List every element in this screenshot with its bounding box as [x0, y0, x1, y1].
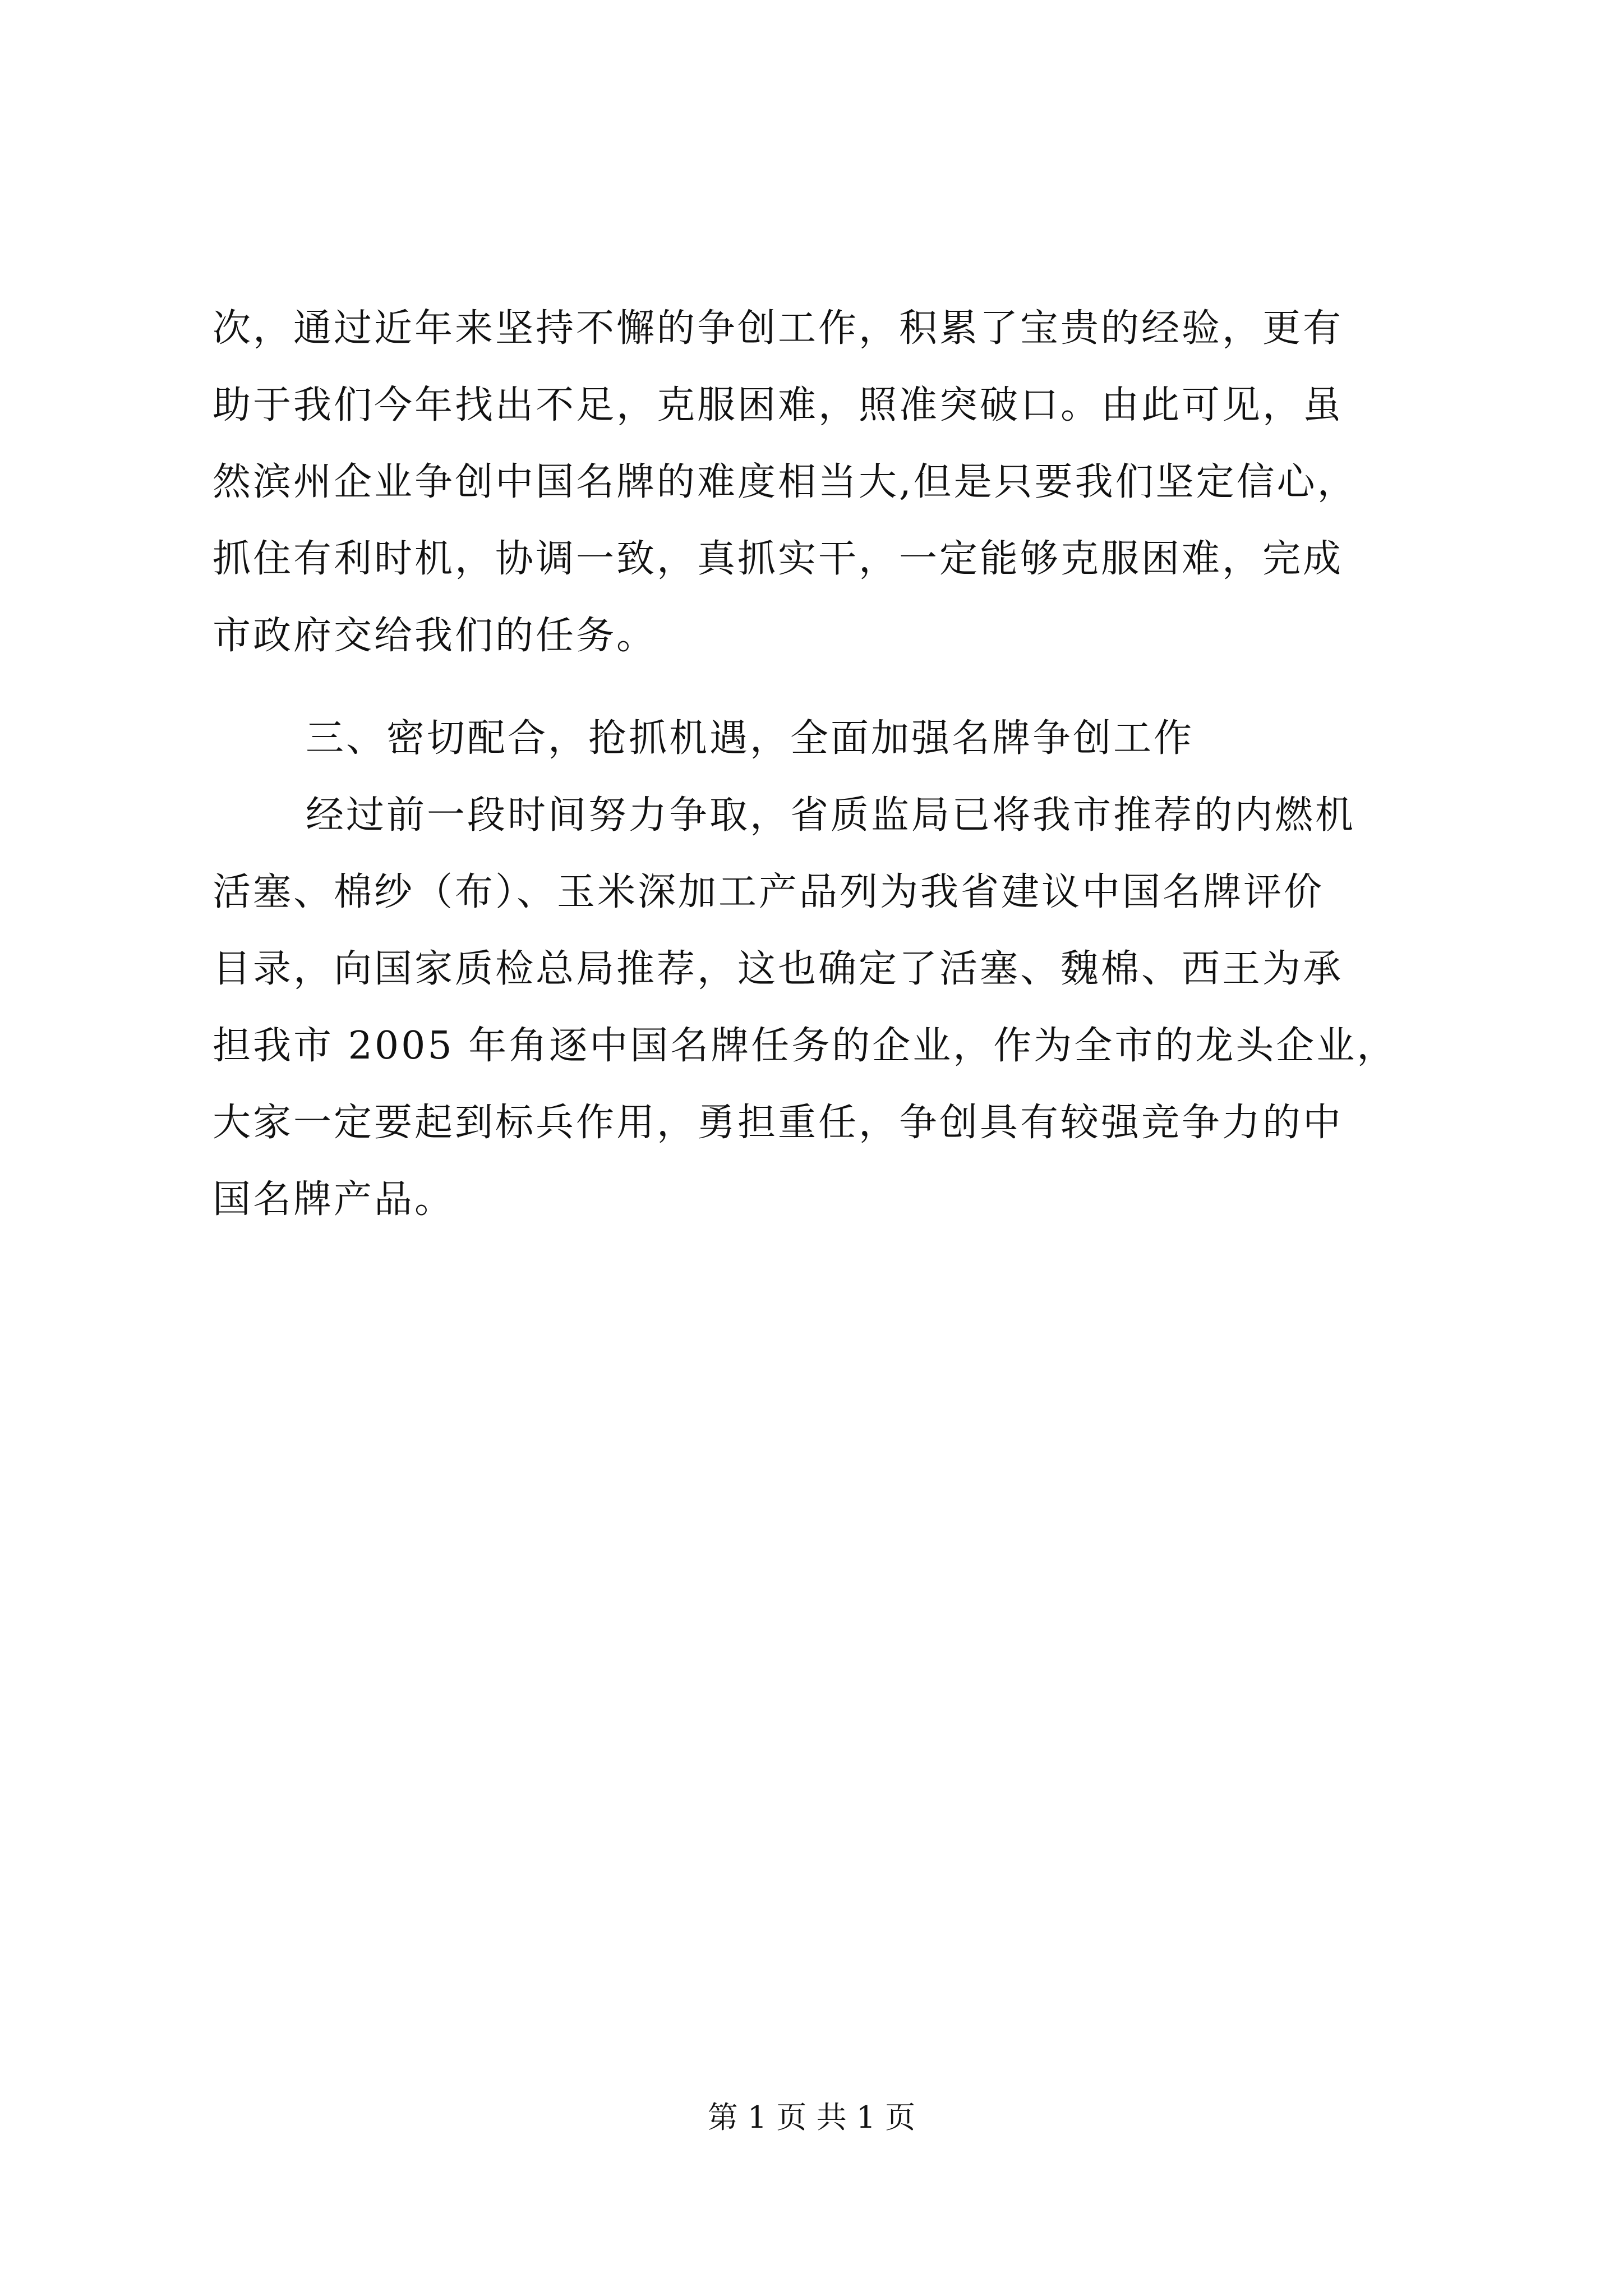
section-heading: 三、密切配合，抢抓机遇，全面加强名牌争创工作: [306, 716, 1195, 761]
paragraph-line: 经过前一段时间努力争取，省质监局已将我市推荐的内燃机: [306, 793, 1356, 838]
page-footer: 第 1 页 共 1 页: [707, 2100, 916, 2135]
paragraph-line: 市政府交给我们的任务。: [213, 614, 657, 658]
paragraph-line: 国名牌产品。: [213, 1177, 455, 1222]
paragraph-line: 助于我们今年找出不足，克服困难，照准突破口。由此可见，虽: [213, 383, 1344, 427]
paragraph-line: 次，通过近年来坚持不懈的争创工作，积累了宝贵的经验，更有: [213, 306, 1344, 351]
paragraph-line: 活塞、棉纱（布）、玉米深加工产品列为我省建议中国名牌评价: [213, 870, 1325, 914]
paragraph-line: 目录，向国家质检总局推荐，这也确定了活塞、魏棉、西王为承: [213, 947, 1344, 991]
paragraph-line: 然滨州企业争创中国名牌的难度相当大,但是只要我们坚定信心，: [213, 460, 1358, 504]
paragraph-line: 大家一定要起到标兵作用，勇担重任，争创具有较强竞争力的中: [213, 1101, 1344, 1145]
paragraph-line: 担我市 2005 年角逐中国名牌任务的企业，作为全市的龙头企业，: [213, 1024, 1398, 1068]
paragraph-line: 抓住有利时机，协调一致，真抓实干，一定能够克服困难，完成: [213, 537, 1344, 581]
